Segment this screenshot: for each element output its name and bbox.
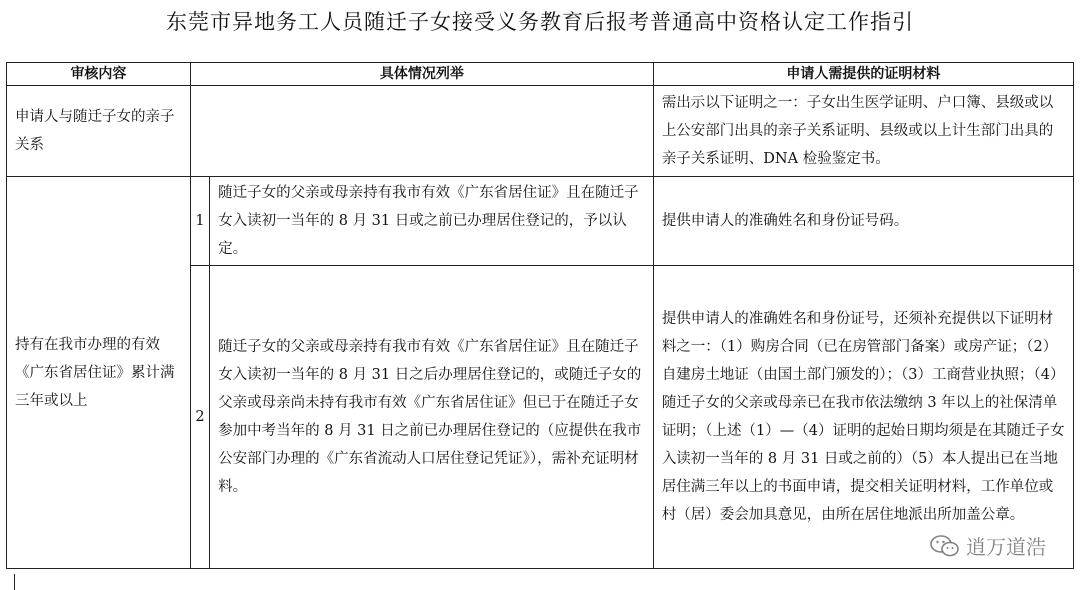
case-number-cell: 1 (190, 177, 209, 266)
table-row (7, 86, 1074, 177)
page-title: 东莞市异地务工人员随迁子女接受义务教育后报考普通高中资格认定工作指引 (166, 10, 914, 34)
case-number-cell: 2 (190, 266, 209, 569)
case-cell: 随迁子女的父亲或母亲持有我市有效《广东省居住证》且在随迁子女入读初一当年的 8 月 31 日或之前已办理居住登记的，予以认定。 (210, 177, 654, 266)
table-row (7, 177, 1074, 266)
materials-cell: 提供申请人的准确姓名和身份证号，还须补充提供以下证明材料之一：（1）购房合同（已在房管部门备案）或房产证；（2）自建房土地证（由国土部门颁发的）；（3）工商营业执照；（4）随迁子女的父亲或母亲已在我市依法缴纳 3 年以上的社保清单证明；（上述（1）—（4）证明的起始日期均须是在其随迁子女入读初一当年的 8 月 31 日或之前的）（5）本人提出已在当地居住满三年以上的书面申请，提交相关证明材料，工作单位或村（居）委会加具意见，由所在居住地派出所加盖公章。 (653, 266, 1073, 569)
review-content-cell: 持有在我市办理的有效《广东省居住证》累计满三年或以上 (7, 177, 191, 569)
case-cell: 随迁子女的父亲或母亲持有我市有效《广东省居住证》且在随迁子女入读初一当年的 8 月 31 日之后办理居住登记的，或随迁子女的父亲或母亲尚未持有我市有效《广东省居住证》但已于在随迁子女参加中考当年的 8 月 31 日之前已办理居住登记的（应提供在我市公安部门办理的《广东省流动人口居住登记凭证》），需补充证明材料。 (210, 266, 654, 569)
header-required-materials: 申请人需提供的证明材料 (653, 63, 1073, 86)
table-edge-line (14, 574, 15, 590)
review-content-cell: 申请人与随迁子女的亲子关系 (7, 86, 191, 177)
table-header-row (7, 63, 1074, 86)
case-cell (190, 86, 653, 177)
header-case-list: 具体情况列举 (190, 63, 653, 86)
materials-cell: 提供申请人的准确姓名和身份证号码。 (653, 177, 1073, 266)
watermark (930, 531, 1046, 560)
header-review-content: 审核内容 (7, 63, 191, 86)
materials-cell: 需出示以下证明之一：子女出生医学证明、户口簿、县级或以上公安部门出具的亲子关系证明、县级或以上计生部门出具的亲子关系证明、DNA 检验鉴定书。 (653, 86, 1073, 177)
guideline-table (6, 62, 1074, 569)
watermark-text: 逍万道浩 (966, 535, 1046, 559)
wechat-icon (930, 534, 960, 558)
